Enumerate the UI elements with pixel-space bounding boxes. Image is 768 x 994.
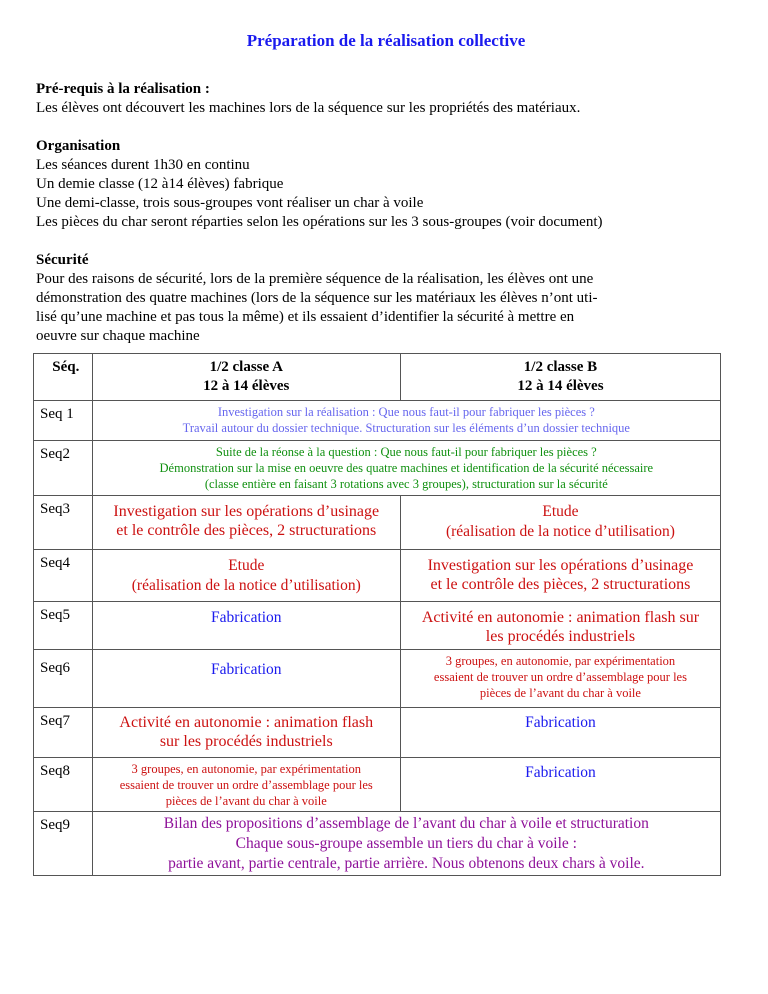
- seq4-class-b: [400, 550, 720, 602]
- seq6-class-a: Fabrication: [92, 650, 400, 708]
- seq8-a-line: pièces de l’avant du char à voile: [165, 794, 327, 808]
- header-a-line1: 1/2 classe A: [209, 359, 283, 375]
- prereq-heading: Pré-requis à la réalisation :: [36, 81, 210, 97]
- seq1-line: Travail autour du dossier technique. Structuration sur les éléments d’un dossier technique: [182, 421, 630, 435]
- seq5-class-b: [400, 602, 720, 650]
- seq3-a-line: Investigation sur les opérations d’usinage: [113, 503, 380, 520]
- document-page: [36, 30, 736, 365]
- seq2-line: Suite de la réonse à la question : Que nous faut-il pour fabriquer les pièces ?: [215, 445, 597, 459]
- seq9-cell: [92, 812, 720, 876]
- document-title: Préparation de la réalisation collective: [246, 31, 526, 50]
- organisation-heading: Organisation: [36, 138, 121, 154]
- securite-line: Pour des raisons de sécurité, lors de la première séquence de la réalisation, les élèves ont une: [36, 271, 594, 287]
- seq7-a-line: sur les procédés industriels: [159, 733, 333, 750]
- table-row: [34, 708, 721, 758]
- seq8-a-line: essaient de trouver un ordre d’assemblage pour les: [119, 778, 373, 792]
- seq8-class-a: [92, 758, 400, 812]
- prereq-section: [36, 80, 736, 118]
- table-row: [34, 812, 721, 876]
- seq9-line: partie avant, partie centrale, partie arrière. Nous obtenons deux chars à voile.: [168, 855, 645, 872]
- seq4-a-line: Etude: [228, 557, 265, 574]
- securite-line: lisé qu’une machine et pas tous la même) et ils essaient d’identifier la sécurité à mettre en: [36, 309, 575, 325]
- organisation-line: Les séances durent 1h30 en continu: [36, 157, 250, 173]
- seq-label: Seq9: [34, 812, 93, 876]
- prereq-text: Les élèves ont découvert les machines lors de la séquence sur les propriétés des matériaux.: [36, 100, 581, 116]
- table-row: [34, 758, 721, 812]
- seq3-class-b: [400, 496, 720, 550]
- table-row: [34, 496, 721, 550]
- seq1-cell: [92, 401, 720, 441]
- organisation-section: [36, 137, 736, 232]
- table-row: [34, 441, 721, 496]
- seq7-class-b: Fabrication: [400, 708, 720, 758]
- header-class-a: [92, 354, 400, 401]
- securite-line: démonstration des quatre machines (lors de la séquence sur les matériaux les élèves n’ont uti-: [36, 290, 598, 306]
- seq4-b-line: Investigation sur les opérations d’usinage: [427, 557, 694, 574]
- seq7-class-a: [92, 708, 400, 758]
- header-a-line2: 12 à 14 élèves: [203, 378, 290, 394]
- sequence-table: [33, 353, 721, 876]
- seq5-b-line: Activité en autonomie : animation flash sur: [421, 609, 700, 626]
- seq8-a-line: 3 groupes, en autonomie, par expérimentation: [131, 762, 361, 776]
- header-seq: Séq.: [34, 354, 93, 401]
- seq6-b-line: 3 groupes, en autonomie, par expérimentation: [445, 654, 676, 668]
- seq-label: Seq8: [34, 758, 93, 812]
- seq2-line: (classe entière en faisant 3 rotations avec 3 groupes), structuration sur la sécurité: [204, 477, 608, 491]
- seq-label: Seq4: [34, 550, 93, 602]
- seq-label: Seq7: [34, 708, 93, 758]
- table-header-row: [34, 354, 721, 401]
- seq-label: Seq 1: [34, 401, 93, 441]
- seq3-b-line: Etude: [542, 503, 579, 520]
- seq5-class-a: Fabrication: [92, 602, 400, 650]
- seq4-b-line: et le contrôle des pièces, 2 structurations: [430, 576, 691, 593]
- securite-section: [36, 251, 736, 346]
- seq-label: Seq5: [34, 602, 93, 650]
- securite-line: oeuvre sur chaque machine: [36, 328, 200, 344]
- seq3-b-line: (réalisation de la notice d’utilisation): [445, 523, 675, 540]
- seq4-class-a: [92, 550, 400, 602]
- seq3-a-line: et le contrôle des pièces, 2 structurations: [116, 522, 377, 539]
- seq6-b-line: pièces de l’avant du char à voile: [479, 686, 641, 700]
- seq6-class-b: [400, 650, 720, 708]
- seq-label: Seq3: [34, 496, 93, 550]
- seq-label: Seq2: [34, 441, 93, 496]
- table-row: [34, 401, 721, 441]
- securite-heading: Sécurité: [36, 252, 89, 268]
- table-row: [34, 650, 721, 708]
- seq9-line: Chaque sous-groupe assemble un tiers du char à voile :: [235, 835, 577, 852]
- seq2-line: Démonstration sur la mise en oeuvre des quatre machines et identification de la sécurité nécessaire: [159, 461, 654, 475]
- seq8-class-b: Fabrication: [400, 758, 720, 812]
- seq7-a-line: Activité en autonomie : animation flash: [119, 714, 374, 731]
- seq-label: Seq6: [34, 650, 93, 708]
- table-row: [34, 602, 721, 650]
- seq9-line: Bilan des propositions d’assemblage de l’avant du char à voile et structuration: [163, 815, 649, 832]
- header-class-b: [400, 354, 720, 401]
- seq5-b-line: les procédés industriels: [485, 628, 636, 645]
- organisation-line: Une demi-classe, trois sous-groupes vont réaliser un char à voile: [36, 195, 424, 211]
- header-b-line1: 1/2 classe B: [523, 359, 598, 375]
- seq3-class-a: [92, 496, 400, 550]
- organisation-line: Les pièces du char seront réparties selon les opérations sur les 3 sous-groupes (voir document): [36, 214, 603, 230]
- organisation-line: Un demie classe (12 à14 élèves) fabrique: [36, 176, 284, 192]
- table-row: [34, 550, 721, 602]
- seq6-b-line: essaient de trouver un ordre d’assemblage pour les: [433, 670, 687, 684]
- seq2-cell: [92, 441, 720, 496]
- seq4-a-line: (réalisation de la notice d’utilisation): [131, 577, 361, 594]
- header-b-line2: 12 à 14 élèves: [517, 378, 604, 394]
- seq1-line: Investigation sur la réalisation : Que nous faut-il pour fabriquer les pièces ?: [217, 405, 595, 419]
